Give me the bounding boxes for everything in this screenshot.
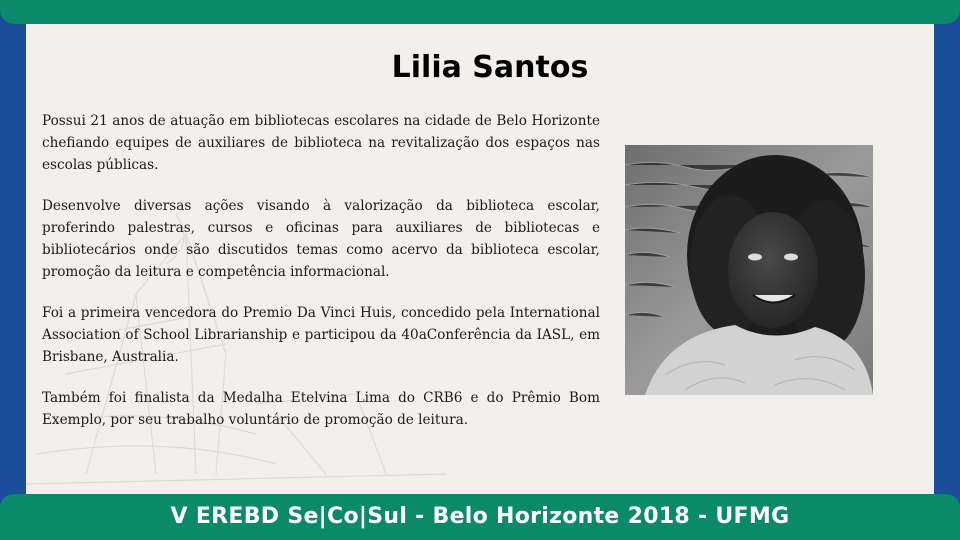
bio-paragraph: Foi a primeira vencedora do Premio Da Vinci Huis, concedido pela International Association of School Librarianship e participou da 40aConferência da IASL, em Brisbane, Australia.	[42, 305, 600, 365]
footer-bar	[0, 494, 960, 540]
bio-paragraph: Desenvolve diversas ações visando à valorização da biblioteca escolar, proferindo palestras, cursos e oficinas para auxiliares de bibliotecas e bibliotecários onde são discutidos temas como acervo da biblioteca escolar, promoção da leitura e competência informacional.	[42, 198, 600, 280]
footer-text: V EREBD Se|Co|Sul - Belo Horizonte 2018 - UFMG	[170, 504, 790, 529]
top-green-bar	[0, 0, 960, 24]
page-title: Lilia Santos	[391, 50, 589, 85]
bio-paragraph: Também foi finalista da Medalha Etelvina Lima do CRB6 e do Prêmio Bom Exemplo, por seu trabalho voluntário de promoção de leitura.	[42, 390, 600, 428]
bio-paragraph: Possui 21 anos de atuação em bibliotecas escolares na cidade de Belo Horizonte chefiando equipes de auxiliares de biblioteca na revitalização dos espaços nas escolas públicas.	[42, 113, 600, 173]
bio-text	[42, 110, 600, 450]
portrait-photo	[625, 145, 873, 395]
portrait-image	[625, 145, 873, 395]
